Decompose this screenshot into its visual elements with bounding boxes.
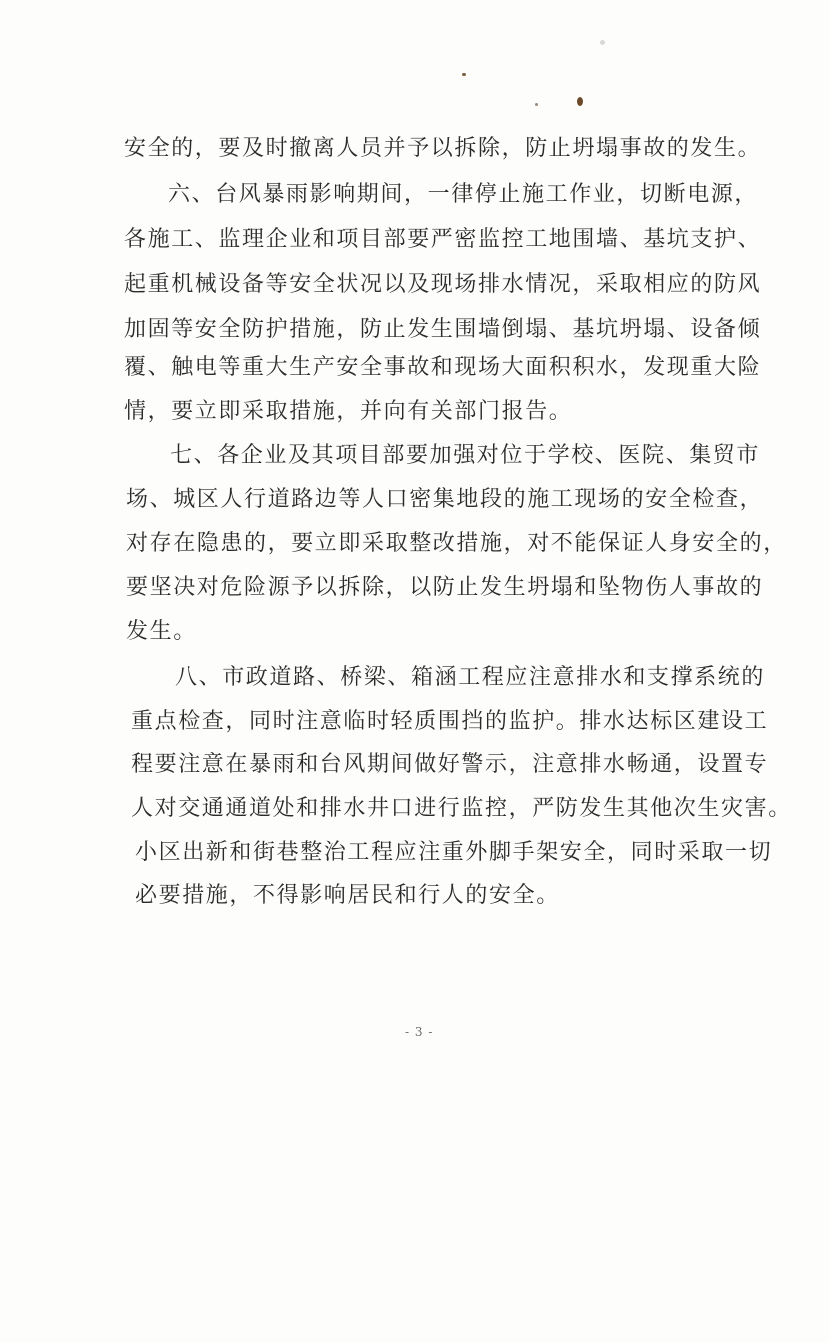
body-line: 情，要立即采取措施，并向有关部门报告。: [124, 399, 573, 424]
body-line: 场、城区人行道路边等人口密集地段的施工现场的安全检查，: [126, 487, 764, 512]
body-line: 必要措施，不得影响居民和行人的安全。: [135, 883, 560, 908]
body-line: 对存在隐患的，要立即采取整改措施，对不能保证人身安全的，: [126, 531, 787, 556]
body-line: 小区出新和街巷整治工程应注重外脚手架安全，同时采取一切: [135, 840, 773, 865]
scan-speck: [600, 40, 605, 45]
body-line: 八、市政道路、桥梁、箱涵工程应注意排水和支撑系统的: [175, 665, 766, 690]
body-line: 各施工、监理企业和项目部要严密监控工地围墙、基坑支护、: [124, 227, 762, 252]
scan-speck: [577, 97, 583, 106]
body-line: 要坚决对危险源予以拆除，以防止发生坍塌和坠物伤人事故的: [126, 575, 764, 600]
body-line: 七、各企业及其项目部要加强对位于学校、医院、集贸市: [170, 443, 761, 468]
body-line: 人对交通通道处和排水井口进行监控，严防发生其他次生灾害。: [131, 796, 792, 821]
scan-speck: [535, 103, 538, 106]
body-line: 程要注意在暴雨和台风期间做好警示，注意排水畅通，设置专: [131, 752, 769, 777]
body-line: 覆、触电等重大生产安全事故和现场大面积积水，发现重大险: [124, 355, 762, 380]
body-line: 发生。: [126, 619, 197, 644]
body-line: 加固等安全防护措施，防止发生围墙倒塌、基坑坍塌、设备倾: [124, 317, 762, 342]
body-line: 起重机械设备等安全状况以及现场排水情况，采取相应的防风: [124, 272, 762, 297]
body-line: 六、台风暴雨影响期间，一律停止施工作业，切断电源，: [168, 182, 759, 207]
body-line: 安全的，要及时撤离人员并予以拆除，防止坍塌事故的发生。: [124, 136, 762, 161]
body-line: 重点检查，同时注意临时轻质围挡的监护。排水达标区建设工: [131, 709, 769, 734]
scan-speck: [462, 73, 466, 76]
page-number: - 3 -: [405, 1025, 434, 1039]
